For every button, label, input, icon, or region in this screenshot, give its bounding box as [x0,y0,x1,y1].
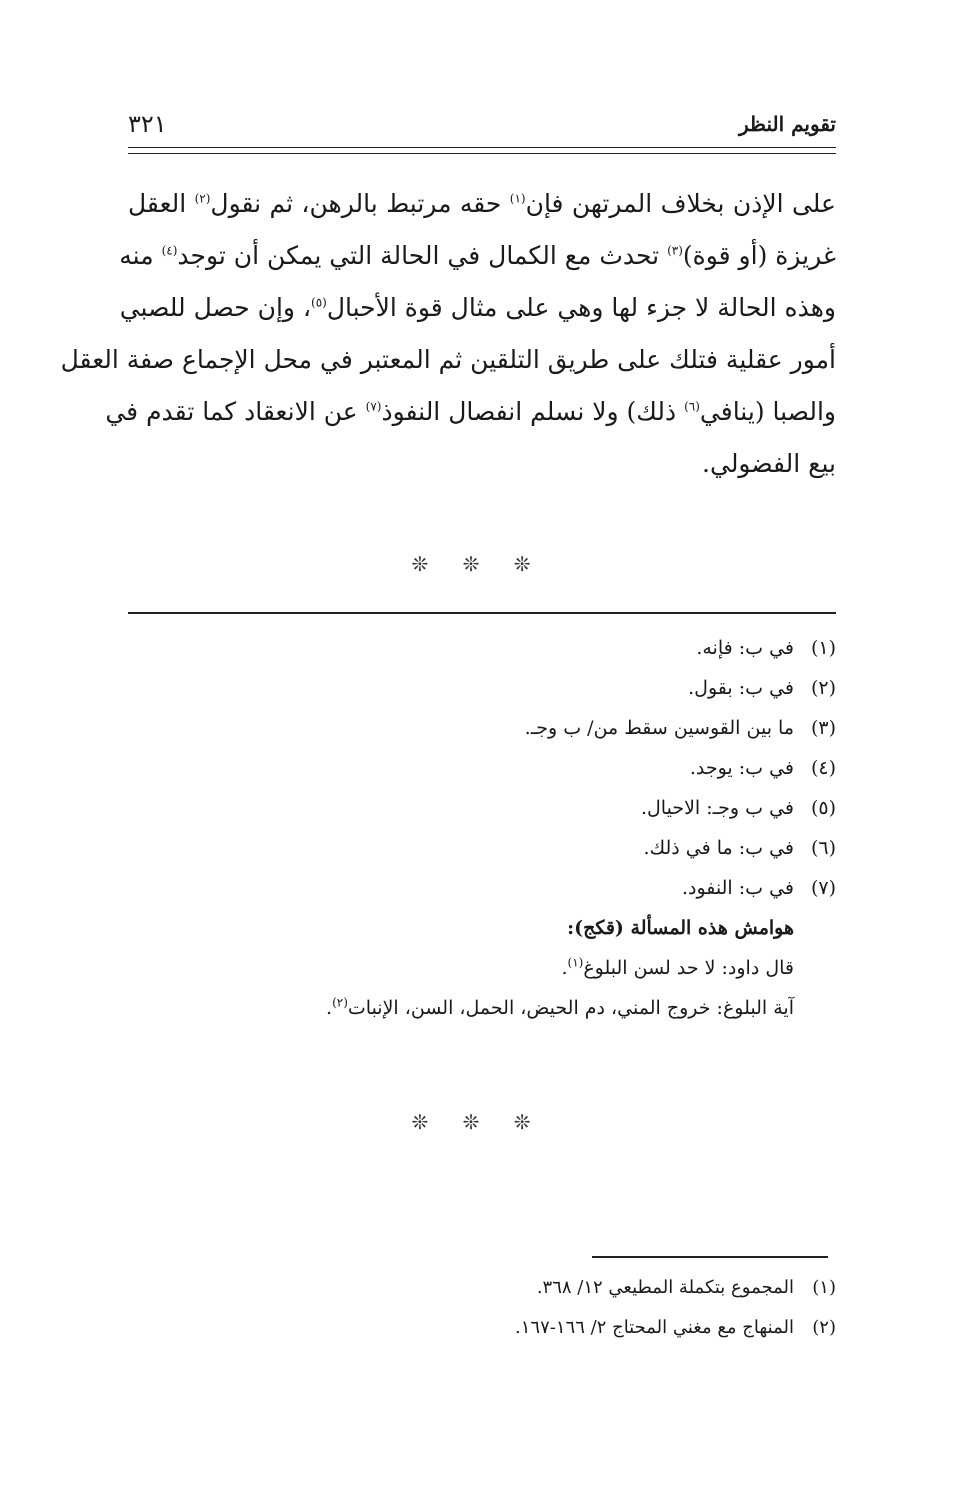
footnote-ref: (٥) [311,295,327,310]
footnote-item: (٦)في ب: ما في ذلك. [643,837,836,859]
footnote-item: (٥)في ب وجـ: الاحيال. [640,797,836,819]
section-separator: ❊ ❊ ❊ [411,1110,545,1134]
bottom-footnote-item: (١)المجموع بتكملة المطيعي ١٢/ ٣٦٨. [536,1277,836,1298]
running-title: تقويم النظر [739,112,836,136]
footnote-item: (٢)في ب: بقول. [688,677,836,699]
bottom-footnote-item: (٢)المنهاج مع مغني المحتاج ٢/ ١٦٦-١٦٧. [515,1317,836,1338]
footnote-ref: (١) [509,191,526,206]
bottom-footnotes [128,1268,836,1348]
running-header [128,108,836,140]
footnote-item: (١)في ب: فإنه. [696,637,836,659]
footnote-rule [128,612,836,614]
footnote-ref: (٦) [684,399,700,414]
footnote-ref: (٢) [194,191,211,206]
header-rule-top [128,147,836,148]
body-line-5: والصبا (ينافي$^{(٦)}$ ذلك) ولا نسلم انفصال النفوذ$^{(٧)}$ عن الانعقاد كما تقدم في [105,397,836,426]
footnote-item: (٧)في ب: النفود. [681,877,836,899]
body-line-3: وهذه الحالة لا جزء لها وهي على مثال قوة الأحبال$^{(٥)}$، وإن حصل للصبي [119,293,836,322]
footnote-ref: (٧) [365,399,382,414]
section-separator: ❊ ❊ ❊ [411,552,545,576]
body-line-1: على الإذن بخلاف المرتهن فإن$^{(١)}$ حقه مرتبط بالرهن، ثم نقول$^{(٢)}$ العقل [128,189,836,218]
main-text [60,178,836,490]
footnote-ref: (١) [567,955,584,970]
footnotes [128,628,836,1028]
bottom-footnote-rule [592,1256,828,1258]
footnote-item: (٤)في ب: يوجد. [689,757,836,779]
footnote-ref: (٤) [161,243,178,258]
footnote-item: (٣)ما بين القوسين سقط من/ ب وجـ. [524,717,836,739]
margins-heading: هوامش هذه المسألة (قكج): [567,917,794,939]
body-line-2: غريزة (أو قوة)$^{(٣)}$ تحدث مع الكمال في الحالة التي يمكن أن توجد$^{(٤)}$ منه [119,241,836,270]
footnote-ref: (٢) [332,995,348,1010]
page-number: ٣٢١ [128,110,167,138]
header-rule-bottom [128,153,836,154]
body-line-4: أمور عقلية فتلك على طريق التلقين ثم المعتبر في محل الإجماع صفة العقل [60,345,836,374]
footnote-ref: (٣) [667,243,683,258]
margin-note-1: قال داود: لا حد لسن البلوغ$^{(١)}$. [561,955,794,979]
body-line-6: بيع الفضولي. [702,449,836,478]
margin-note-2: آية البلوغ: خروج المني، دم الحيض، الحمل، السن، الإنبات$^{(٢)}$. [326,995,794,1019]
